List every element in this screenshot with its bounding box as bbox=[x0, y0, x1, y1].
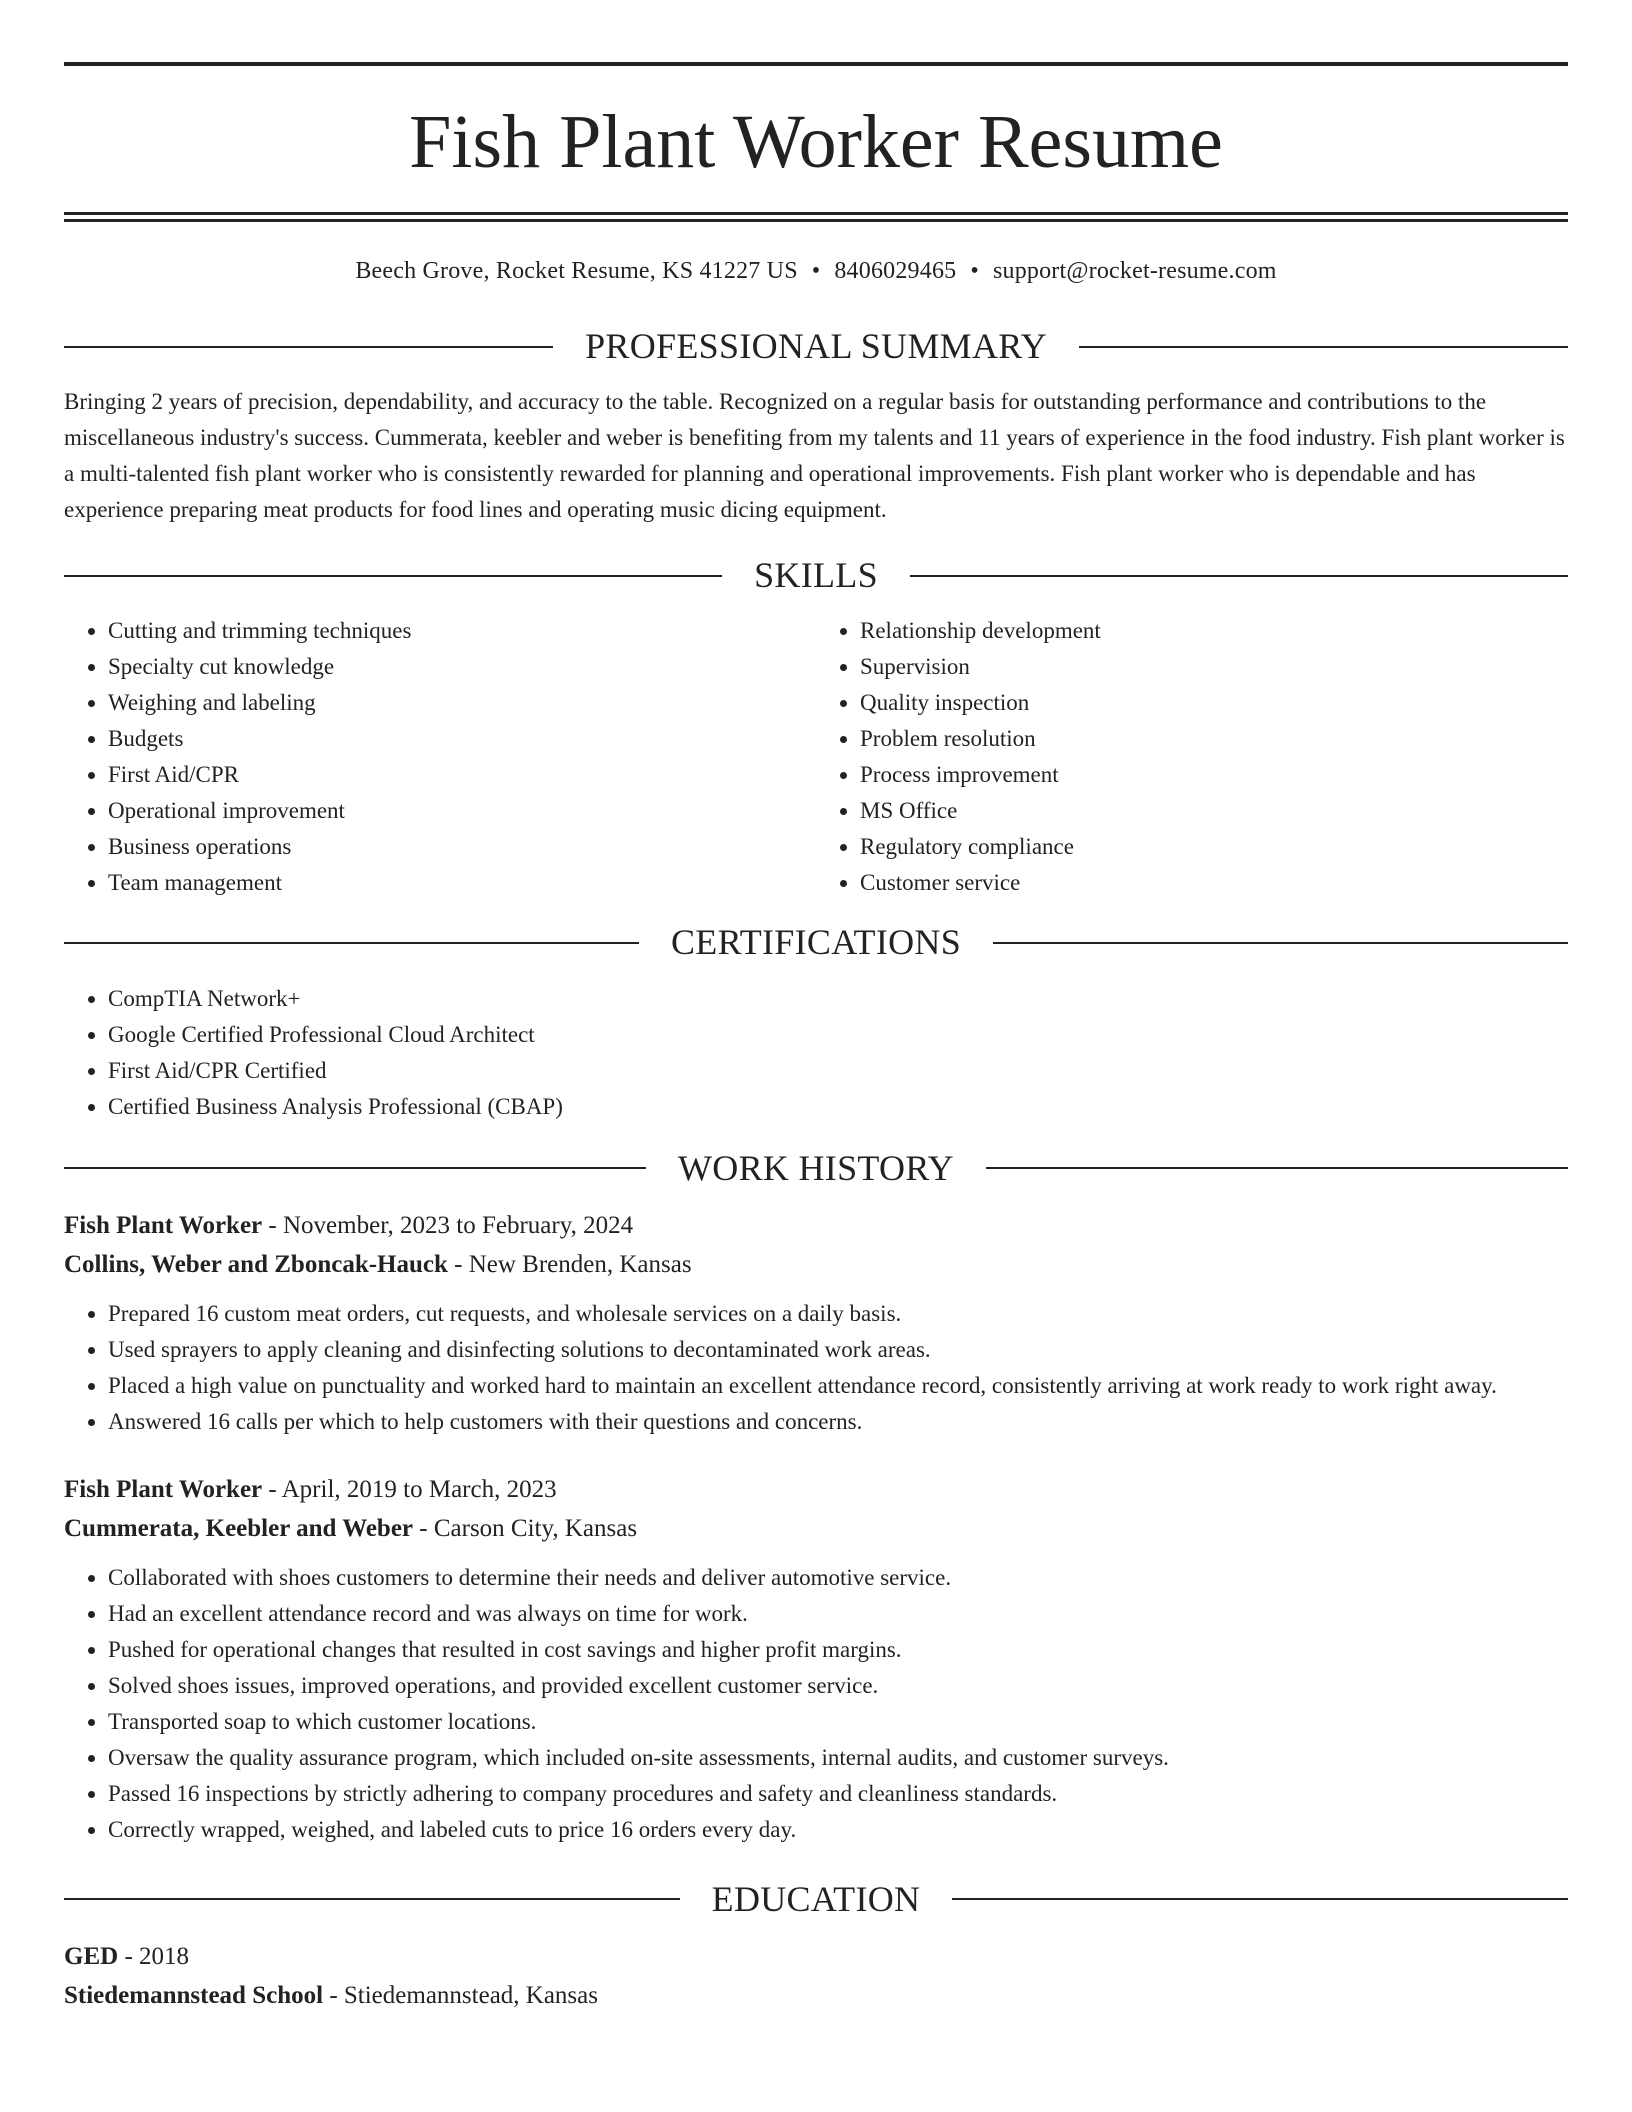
skill-item: • Specialty cut knowledge bbox=[108, 649, 816, 685]
job-entry bbox=[64, 1206, 1568, 1440]
divider bbox=[986, 1167, 1568, 1169]
contact-phone: 8406029465 bbox=[834, 258, 957, 284]
skill-item: • Weighing and labeling bbox=[108, 685, 816, 721]
section-title-summary: PROFESSIONAL SUMMARY bbox=[585, 326, 1047, 366]
education-year: - 2018 bbox=[118, 1942, 190, 1970]
certifications-list bbox=[64, 981, 1568, 1125]
skills-list-left bbox=[64, 613, 816, 901]
education-degree-line bbox=[64, 1937, 1568, 1976]
top-rule bbox=[64, 62, 1568, 66]
job-bullets bbox=[64, 1560, 1568, 1848]
job-company-line bbox=[64, 1245, 1568, 1284]
job-company-line bbox=[64, 1509, 1568, 1548]
divider bbox=[64, 346, 553, 348]
education-location: - Stiedemannstead, Kansas bbox=[323, 1981, 598, 2009]
job-bullet: • Used sprayers to apply cleaning and disinfecting solutions to decontaminated work areas. bbox=[108, 1332, 1568, 1368]
divider bbox=[64, 1898, 680, 1900]
skill-item: • Supervision bbox=[860, 649, 1568, 685]
divider bbox=[64, 1167, 646, 1169]
divider bbox=[64, 575, 722, 577]
job-bullet: • Oversaw the quality assurance program, which included on-site assessments, internal audits, and customer surveys. bbox=[108, 1740, 1568, 1776]
section-header-certifications bbox=[64, 921, 1568, 964]
divider bbox=[993, 942, 1568, 944]
skill-item: • MS Office bbox=[860, 793, 1568, 829]
skill-item: • Cutting and trimming techniques bbox=[108, 613, 816, 649]
skill-item: • Quality inspection bbox=[860, 685, 1568, 721]
title-double-rule bbox=[64, 212, 1568, 222]
divider bbox=[910, 575, 1568, 577]
skills-columns bbox=[64, 613, 1568, 901]
skills-list-right bbox=[816, 613, 1568, 901]
skill-item: • Process improvement bbox=[860, 757, 1568, 793]
section-header-summary bbox=[64, 325, 1568, 368]
skill-item: • Relationship development bbox=[860, 613, 1568, 649]
skill-item: • Problem resolution bbox=[860, 721, 1568, 757]
section-title-education: EDUCATION bbox=[711, 1878, 921, 1919]
certification-item: • First Aid/CPR Certified bbox=[108, 1053, 1568, 1089]
summary-text: Bringing 2 years of precision, dependability, and accuracy to the table. Recognized on a regular basis for outstanding performance and contributions to the miscellaneous industry's success. Cummerata, keebler and weber is benefiting from my talents and 11 years of experience in the food industry. Fish plant worker is a multi-talented fish plant worker who is consistently rewarded for planning and operational improvements. Fish plant worker who is dependable and has experience preparing meat products for food lines and operating music dicing equipment. bbox=[64, 389, 1565, 523]
job-company: Cummerata, Keebler and Weber bbox=[64, 1514, 414, 1542]
job-bullet: • Collaborated with shoes customers to determine their needs and deliver automotive service. bbox=[108, 1560, 1568, 1596]
job-title: Fish Plant Worker bbox=[64, 1211, 263, 1239]
page-title: Fish Plant Worker Resume bbox=[409, 100, 1223, 184]
job-bullet: • Passed 16 inspections by strictly adhering to company procedures and safety and cleanliness standards. bbox=[108, 1776, 1568, 1812]
job-bullets bbox=[64, 1296, 1568, 1440]
contact-line bbox=[64, 258, 1568, 285]
contact-separator: • bbox=[811, 258, 821, 284]
resume-page bbox=[64, 0, 1568, 2015]
certification-item: • Certified Business Analysis Professional (CBAP) bbox=[108, 1089, 1568, 1125]
job-bullet: • Transported soap to which customer locations. bbox=[108, 1704, 1568, 1740]
education-school-line bbox=[64, 1976, 1568, 2015]
contact-email: support@rocket-resume.com bbox=[992, 258, 1277, 284]
education-school: Stiedemannstead School bbox=[64, 1981, 324, 2009]
divider bbox=[1079, 346, 1568, 348]
contact-address: Beech Grove, Rocket Resume, KS 41227 US bbox=[355, 258, 798, 284]
skill-item: • Business operations bbox=[108, 829, 816, 865]
divider bbox=[952, 1898, 1568, 1900]
job-location: - Carson City, Kansas bbox=[413, 1514, 638, 1542]
job-bullet: • Had an excellent attendance record and was always on time for work. bbox=[108, 1596, 1568, 1632]
job-company: Collins, Weber and Zboncak-Hauck bbox=[64, 1250, 448, 1278]
job-bullet: • Solved shoes issues, improved operations, and provided excellent customer service. bbox=[108, 1668, 1568, 1704]
section-header-work bbox=[64, 1147, 1568, 1190]
skill-item: • Team management bbox=[108, 865, 816, 901]
education-degree: GED bbox=[64, 1942, 119, 1970]
skill-item: • Budgets bbox=[108, 721, 816, 757]
section-title-skills: SKILLS bbox=[754, 555, 878, 596]
job-title-line bbox=[64, 1470, 1568, 1509]
job-bullet: • Pushed for operational changes that resulted in cost savings and higher profit margins. bbox=[108, 1632, 1568, 1668]
job-location: - New Brenden, Kansas bbox=[447, 1250, 692, 1278]
skill-item: • Customer service bbox=[860, 865, 1568, 901]
job-title-line bbox=[64, 1206, 1568, 1245]
job-bullet: • Correctly wrapped, weighed, and labeled cuts to price 16 orders every day. bbox=[108, 1812, 1568, 1848]
skill-item: • Regulatory compliance bbox=[860, 829, 1568, 865]
certification-item: • CompTIA Network+ bbox=[108, 981, 1568, 1017]
job-bullet: • Placed a high value on punctuality and worked hard to maintain an excellent attendance record, consistently arriving at work ready to work right away. bbox=[108, 1368, 1568, 1404]
job-bullet: • Answered 16 calls per which to help customers with their questions and concerns. bbox=[108, 1404, 1568, 1440]
job-dates: - April, 2019 to March, 2023 bbox=[262, 1475, 557, 1503]
section-title-certifications: CERTIFICATIONS bbox=[670, 922, 962, 963]
skill-item: • First Aid/CPR bbox=[108, 757, 816, 793]
job-dates: - November, 2023 to February, 2024 bbox=[262, 1211, 634, 1239]
contact-separator: • bbox=[970, 258, 979, 284]
job-entry bbox=[64, 1470, 1568, 1848]
section-header-education bbox=[64, 1878, 1568, 1921]
certification-item: • Google Certified Professional Cloud Architect bbox=[108, 1017, 1568, 1053]
skill-item: • Operational improvement bbox=[108, 793, 816, 829]
section-title-work: WORK HISTORY bbox=[678, 1147, 954, 1188]
job-title: Fish Plant Worker bbox=[64, 1475, 263, 1503]
divider bbox=[64, 942, 639, 944]
section-header-skills bbox=[64, 554, 1568, 597]
job-bullet: • Prepared 16 custom meat orders, cut requests, and wholesale services on a daily basis. bbox=[108, 1296, 1568, 1332]
